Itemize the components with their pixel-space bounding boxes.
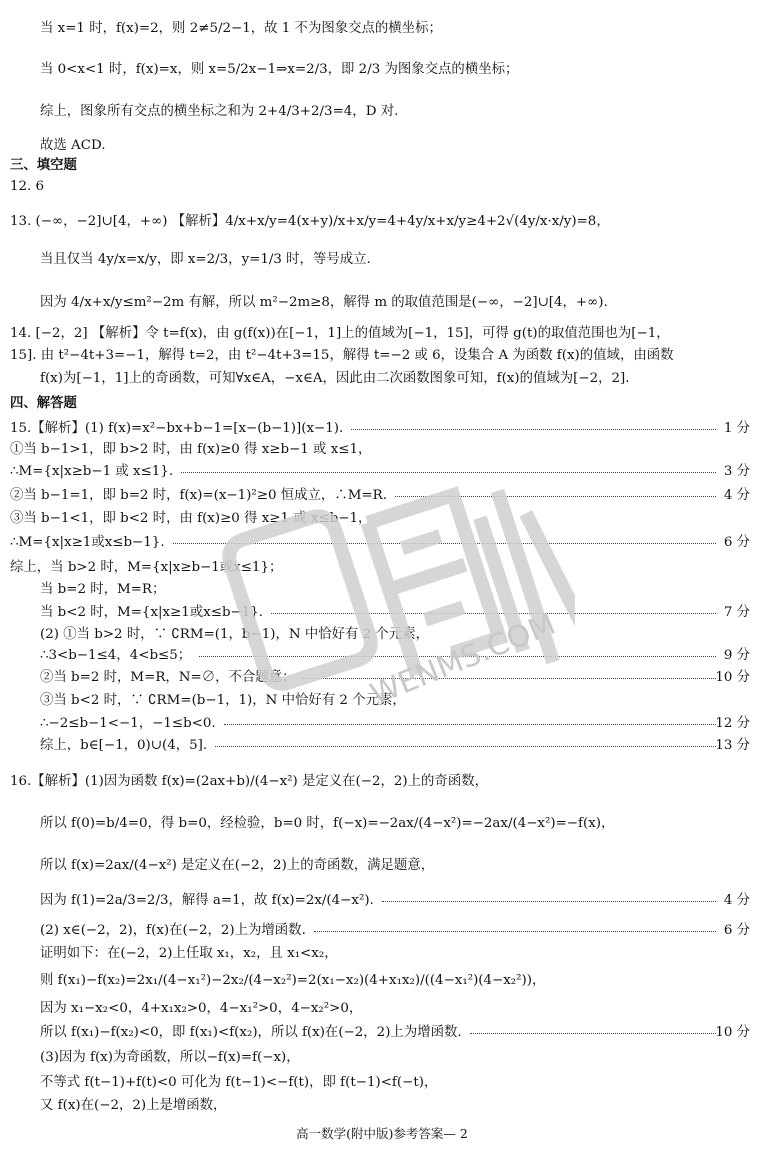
line-text: 因为 x₁−x₂<0，4+x₁x₂>0，4−x₁²>0，4−x₂²>0， — [40, 1001, 363, 1016]
section-heading — [0, 391, 764, 417]
dot-leader — [382, 901, 716, 902]
score-points: 6 分 — [723, 923, 750, 938]
line-text: 故选 ACD. — [40, 138, 106, 153]
line-text: ②当 b−1=1，即 b=2 时，f(x)=(x−1)²≥0 恒成立，∴M=R. — [10, 488, 387, 503]
answer-line — [0, 880, 764, 922]
line-text: 因为 4/x+x/y≤m²−2m 有解，所以 m²−2m≥8，解得 m 的取值范围是(−∞，−2]∪[4，+∞). — [40, 295, 608, 310]
answer-line — [0, 282, 764, 324]
line-text: 15.【解析】(1) f(x)=x²−bx+b−1=[x−(b−1)](x−1). — [10, 421, 344, 436]
dot-leader — [173, 543, 716, 544]
line-text: ∴M={x|x≥b−1 或 x≤1}. — [10, 464, 174, 479]
dot-leader — [351, 429, 716, 430]
line-text: 因为 f(1)=2a/3=2/3，解得 a=1，故 f(x)=2x/(4−x²). — [40, 893, 374, 908]
line-text: 12. 6 — [10, 179, 45, 194]
dot-leader — [199, 656, 716, 657]
score-points: 10 分 — [715, 670, 750, 685]
answer-line — [0, 16, 764, 42]
line-text: 所以 f(0)=b/4=0，得 b=0，经检验，b=0 时，f(−x)=−2ax/(4−x²)=−2ax/(4−x²)=−f(x)， — [40, 816, 615, 831]
line-text: ③当 b<2 时，∵ ∁RM=(b−1，1)，N 中恰好有 2 个元素， — [40, 693, 406, 708]
answer-line — [0, 239, 764, 281]
dot-leader — [395, 496, 716, 497]
line-text: 所以 f(x)=2ax/(4−x²) 是定义在(−2，2)上的奇函数，满足题意， — [40, 858, 435, 873]
line-text: 又 f(x)在(−2，2)上是增函数， — [40, 1098, 227, 1113]
line-text: 当且仅当 4y/x=x/y，即 x=2/3，y=1/3 时，等号成立. — [40, 252, 371, 267]
answer-line — [0, 91, 764, 133]
line-text: 当 0<x<1 时，f(x)=x，则 x=5/2x−1⇒x=2/3，即 2/3 为图象交点的横坐标； — [40, 62, 519, 77]
answer-line — [0, 803, 764, 845]
answer-line — [0, 174, 764, 200]
line-text: 证明如下：在(−2，2)上任取 x₁，x₂，且 x₁<x₂， — [40, 946, 338, 961]
line-text: 13. (−∞，−2]∪[4，+∞) 【解析】4/x+x/y=4(x+y)/x+x/y=4+4y/x+x/y≥4+2√(4y/x·x/y)=8， — [10, 214, 610, 229]
line-text: (2) ①当 b>2 时，∵ ∁RM=(1，b−1)，N 中恰好有 2 个元素， — [40, 627, 429, 642]
page-footer: 高一数学(附中版)参考答案— 2 — [296, 1126, 468, 1141]
score-points: 10 分 — [715, 1025, 750, 1040]
line-text: ∴M={x|x≥1或x≤b−1}. — [10, 535, 165, 550]
score-points: 1 分 — [723, 421, 750, 436]
answer-line — [0, 1093, 764, 1119]
answer-line — [0, 366, 764, 392]
line-text: ③当 b−1<1，即 b<2 时，由 f(x)≥0 得 x≥1 或 x≤b−1， — [10, 511, 372, 526]
dot-leader — [215, 746, 716, 747]
score-points: 13 分 — [715, 738, 750, 753]
line-text: f(x)为[−1，1]上的奇函数，可知∀x∈A，−x∈A，因此由二次函数图象可知，f(x)的值域为[−2，2]. — [40, 371, 630, 386]
dot-leader — [271, 613, 716, 614]
answer-line — [0, 996, 764, 1022]
line-text: 15]. 由 t²−4t+3=−1，解得 t=2，由 t²−4t+3=15，解得 t=−2 或 6，设集合 A 为函数 f(x)的值域，由函数 — [10, 348, 674, 363]
line-text: 则 f(x₁)−f(x₂)=2x₁/(4−x₁²)−2x₂/(4−x₂²)=2(x₁−x₂)(4+x₁x₂)/((4−x₁²)(4−x₂²))， — [40, 973, 546, 988]
score-points: 7 分 — [723, 605, 750, 620]
line-text: ∴−2≤b−1<−1，−1≤b<0. — [40, 716, 216, 731]
watermark-text: WENMS.COM — [365, 606, 561, 713]
score-points: 6 分 — [723, 535, 750, 550]
line-text: 当 b<2 时，M={x|x≥1或x≤b−1}. — [40, 605, 264, 620]
answer-line — [0, 201, 764, 243]
score-points: 12 分 — [715, 716, 750, 731]
dot-leader — [181, 472, 716, 473]
line-text: 所以 f(x₁)−f(x₂)<0，即 f(x₁)<f(x₂)，所以 f(x)在(−2，2)上为增函数. — [40, 1025, 462, 1040]
dot-leader — [314, 931, 716, 932]
dot-leader — [303, 678, 716, 679]
line-text: ②当 b=2 时，M=R，N=∅，不合题意； — [40, 670, 296, 685]
answer-line — [0, 49, 764, 91]
line-text: ∴3<b−1≤4，4<b≤5； — [40, 648, 192, 663]
score-points: 9 分 — [723, 648, 750, 663]
line-text: (3)因为 f(x)为奇函数，所以−f(x)=f(−x)， — [40, 1050, 300, 1065]
score-points: 4 分 — [723, 488, 750, 503]
dot-leader — [224, 724, 716, 725]
line-text: 综上，b∈[−1，0)∪(4，5]. — [40, 738, 208, 753]
line-text: 当 x=1 时，f(x)=2，则 2≠5/2−1，故 1 不为图象交点的横坐标； — [40, 21, 442, 36]
line-text: 四、解答题 — [10, 396, 77, 411]
answer-line — [0, 733, 764, 759]
line-text: 综上，当 b>2 时，M={x|x≥b−1或x≤1}； — [10, 560, 283, 575]
answer-line — [0, 530, 764, 556]
answer-line — [0, 761, 764, 803]
line-text: (2) x∈(−2，2)，f(x)在(−2，2)上为增函数. — [40, 923, 306, 938]
line-text: 16.【解析】(1)因为函数 f(x)=(2ax+b)/(4−x²) 是定义在(−2，2)上的奇函数， — [10, 774, 488, 789]
line-text: 综上，图象所有交点的横坐标之和为 2+4/3+2/3=4，D 对. — [40, 104, 399, 119]
line-text: 14. [−2，2] 【解析】令 t=f(x)，由 g(f(x))在[−1，1]上的值域为[−1，15]，可得 g(t)的取值范围也为[−1， — [10, 326, 670, 341]
score-points: 3 分 — [723, 464, 750, 479]
line-text: ①当 b−1>1，即 b>2 时，由 f(x)≥0 得 x≥b−1 或 x≤1， — [10, 442, 372, 457]
score-points: 4 分 — [723, 893, 750, 908]
answer-line — [0, 459, 764, 485]
line-text: 当 b=2 时，M=R； — [40, 582, 166, 597]
line-text: 三、填空题 — [10, 158, 77, 173]
line-text: 不等式 f(t−1)+f(t)<0 可化为 f(t−1)<−f(t)，即 f(t−1)<f(−t)， — [40, 1075, 438, 1090]
answer-line — [0, 1020, 764, 1046]
answer-line — [0, 506, 764, 532]
dot-leader — [470, 1033, 716, 1034]
answer-line — [0, 1045, 764, 1071]
